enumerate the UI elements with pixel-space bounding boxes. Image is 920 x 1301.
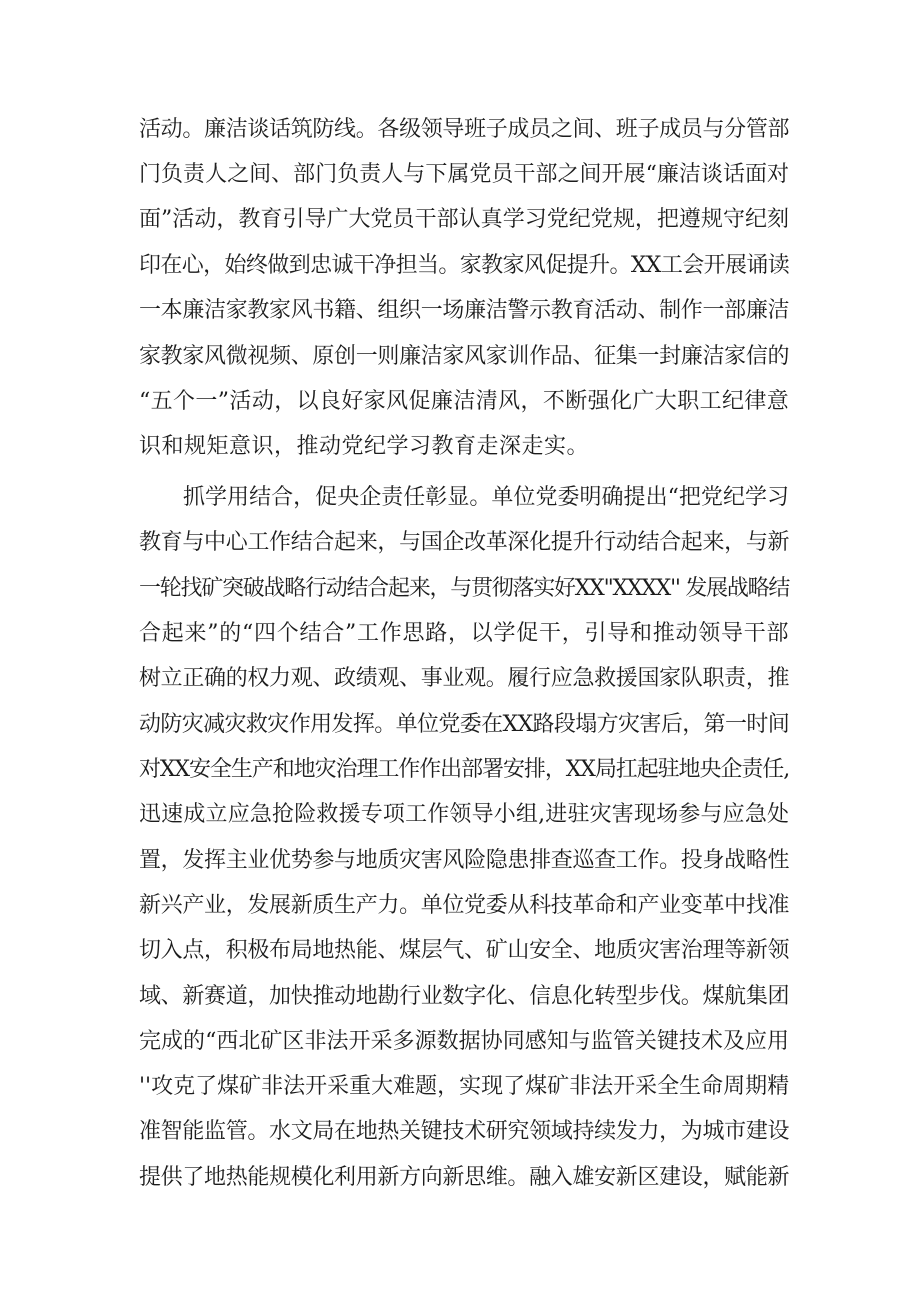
paragraph-2-line-12: 域、新赛道，加快推动地勘行业数字化、信息化转型步伐。煤航集团 [139, 984, 789, 1009]
paragraph-2-line-15: 准智能监管。水文局在地热关键技术研究领域持续发力，为城市建设 [139, 1119, 789, 1144]
paragraph-2-line-10: 新兴产业，发展新质生产力。单位党委从科技革命和产业变革中找准 [139, 893, 789, 918]
paragraph-2-line-16: 提供了地热能规模化利用新方向新思维。融入雄安新区建设，赋能新 [139, 1165, 789, 1190]
paragraph-1-line-8: 识和规矩意识，推动党纪学习教育走深走实。 [139, 434, 590, 459]
paragraph-2-line-13: 完成的“西北矿区非法开采多源数据协同感知与监管关键技术及应用 [139, 1029, 789, 1054]
paragraph-1-line-5: 一本廉洁家教家风书籍、组织一场廉洁警示教育活动、制作一部廉洁 [139, 298, 789, 323]
paragraph-2-line-9: 置，发挥主业优势参与地质灾害风险隐患排查巡查工作。投身战略性 [139, 848, 789, 873]
paragraph-1-line-1: 活动。廉洁谈话筑防线。各级领导班子成员之间、班子成员与分管部 [139, 117, 789, 142]
paragraph-2-line-7: 对XX安全生产和地灾治理工作作出部署安排，XX局扛起驻地央企责任, [139, 757, 789, 782]
paragraph-2-line-4: 合起来”的“四个结合”工作思路，以学促干，引导和推动领导干部 [139, 621, 789, 646]
paragraph-2-line-6: 动防灾减灾救灾作用发挥。单位党委在XX路段塌方灾害后，第一时间 [139, 712, 789, 737]
paragraph-2-line-14: ''攻克了煤矿非法开采重大难题，实现了煤矿非法开采全生命周期精 [139, 1074, 790, 1099]
paragraph-2-line-8: 迅速成立应急抢险救援专项工作领导小组,进驻灾害现场参与应急处 [139, 802, 789, 827]
paragraph-2-line-11: 切入点，积极布局地热能、煤层气、矿山安全、地质灾害治理等新领 [139, 938, 789, 963]
paragraph-1-line-3: 面”活动，教育引导广大党员干部认真学习党纪党规，把遵规守纪刻 [139, 207, 789, 232]
paragraph-1-line-6: 家教家风微视频、原创一则廉洁家风家训作品、征集一封廉洁家信的 [139, 344, 789, 369]
paragraph-1-line-7: “五个一”活动，以良好家风促廉洁清风，不断强化广大职工纪律意 [139, 389, 789, 414]
paragraph-1-line-4: 印在心，始终做到忠诚干净担当。家教家风促提升。XX工会开展诵读 [139, 253, 789, 278]
paragraph-2-line-3: 一轮找矿突破战略行动结合起来，与贯彻落实好XX"XXXX'' 发展战略结 [139, 576, 790, 601]
paragraph-1-line-2: 门负责人之间、部门负责人与下属党员干部之间开展“廉洁谈话面对 [139, 162, 789, 187]
paragraph-2-line-1: 抓学用结合，促央企责任彰显。单位党委明确提出“把党纪学习 [183, 485, 789, 510]
paragraph-2-line-5: 树立正确的权力观、政绩观、事业观。履行应急救援国家队职责，推 [139, 666, 789, 691]
paragraph-2-line-2: 教育与中心工作结合起来，与国企改革深化提升行动结合起来，与新 [139, 530, 789, 555]
